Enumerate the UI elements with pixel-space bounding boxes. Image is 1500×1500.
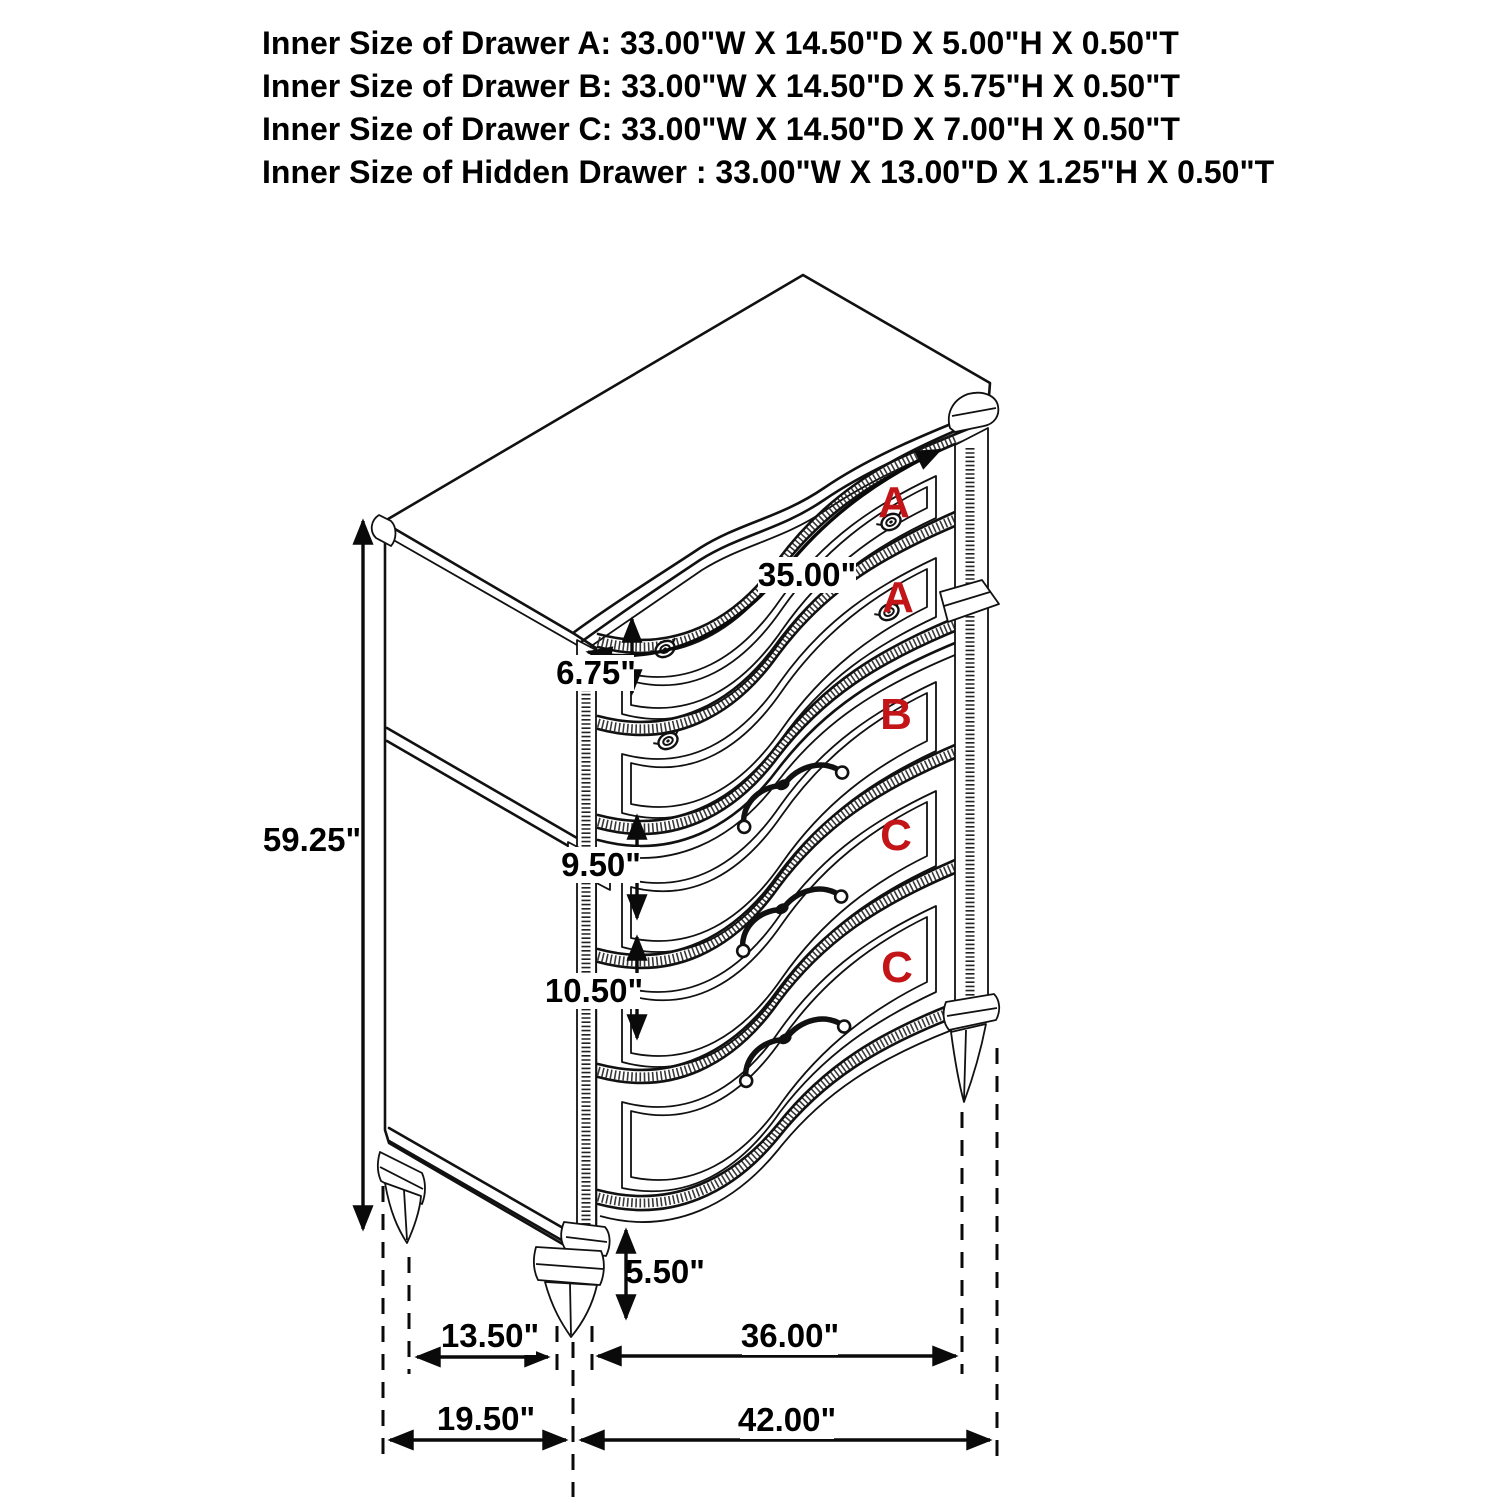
dim-feet-inner-depth: 13.50"	[440, 1317, 540, 1354]
dim-feet-span-width: 36.00"	[740, 1317, 840, 1354]
spec-line-hidden-drawer: Inner Size of Hidden Drawer : 33.00"W X 13.00"D X 1.25"H X 0.50"T	[262, 154, 1275, 190]
spec-line-drawer-a: Inner Size of Drawer A: 33.00"W X 14.50"D X 5.00"H X 0.50"T	[262, 25, 1179, 61]
chest-of-drawers	[372, 275, 999, 1337]
dim-drawer-b-height: 9.50"	[561, 846, 641, 883]
back-left-foot	[378, 1152, 425, 1243]
dim-leg-height: 5.50"	[625, 1253, 705, 1290]
front-left-pilaster	[577, 640, 596, 1240]
side-panel	[385, 522, 596, 1246]
drawer-label-a2: A	[882, 573, 914, 622]
dim-overall-depth: 19.50"	[436, 1400, 536, 1437]
dim-top-drawer-height: 6.75"	[556, 654, 636, 691]
front-right-foot	[951, 1024, 986, 1102]
drawer-label-c2: C	[881, 943, 913, 992]
drawer-label-c1: C	[880, 811, 912, 860]
spec-line-drawer-b: Inner Size of Drawer B: 33.00"W X 14.50"D X 5.75"H X 0.50"T	[262, 68, 1180, 104]
front-center-foot	[534, 1247, 604, 1337]
drawer-label-a1: A	[878, 478, 910, 527]
dim-overall-height: 59.25"	[262, 821, 362, 858]
dim-overall-width: 42.00"	[737, 1401, 837, 1438]
drawer-label-b: B	[880, 690, 912, 739]
dim-top-width: 35.00"	[757, 556, 857, 593]
dim-drawer-c-height: 10.50"	[544, 972, 644, 1009]
spec-line-drawer-c: Inner Size of Drawer C: 33.00"W X 14.50"D X 7.00"H X 0.50"T	[262, 111, 1180, 147]
